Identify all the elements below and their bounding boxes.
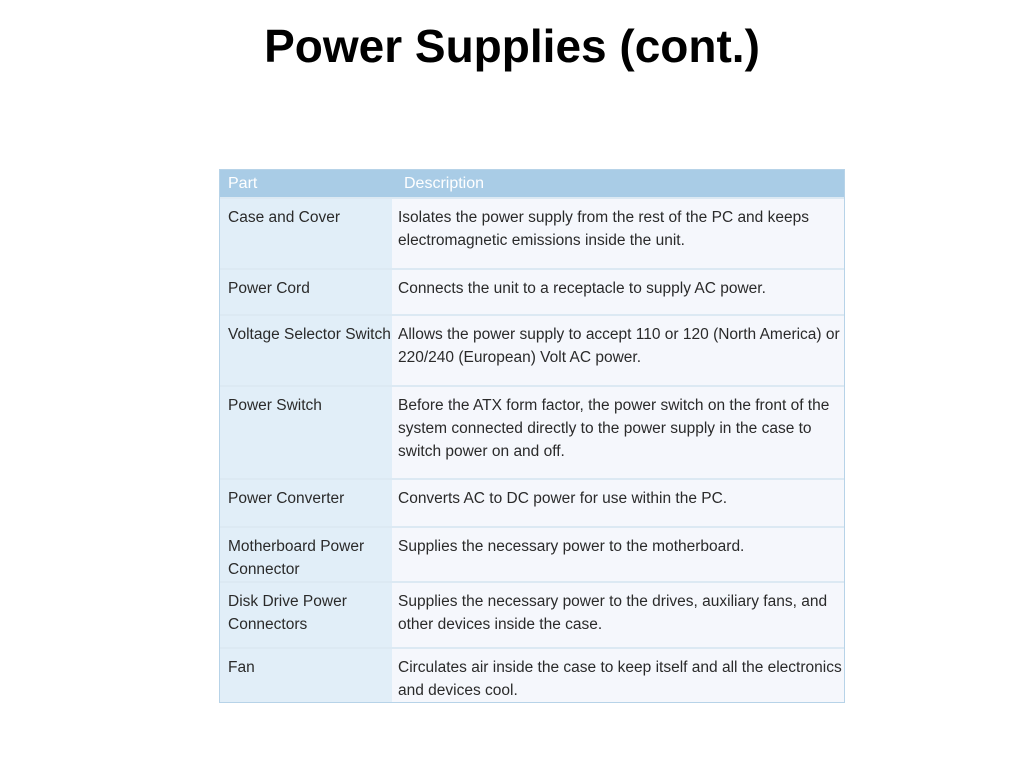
part-cell: Power Converter: [220, 479, 392, 527]
description-cell: Supplies the necessary power to the motherboard.: [392, 527, 844, 582]
table-row: [220, 648, 844, 702]
part-cell: Disk Drive Power Connectors: [220, 582, 392, 648]
description-cell: Connects the unit to a receptacle to supply AC power.: [392, 269, 844, 315]
description-cell: Converts AC to DC power for use within the PC.: [392, 479, 844, 527]
table-header-row: [220, 170, 844, 198]
part-cell: Power Cord: [220, 269, 392, 315]
description-cell: Before the ATX form factor, the power switch on the front of the system connected directly to the power supply in the case to switch power on and off.: [392, 386, 844, 479]
table-row: [220, 386, 844, 479]
part-cell: Motherboard Power Connector: [220, 527, 392, 582]
table-row: [220, 582, 844, 648]
slide-title: Power Supplies (cont.): [264, 20, 760, 72]
part-cell: Fan: [220, 648, 392, 702]
description-cell: Circulates air inside the case to keep itself and all the electronics and devices cool.: [392, 648, 844, 702]
table-row: [220, 527, 844, 582]
part-cell: Case and Cover: [220, 198, 392, 269]
part-cell: Power Switch: [220, 386, 392, 479]
description-cell: Allows the power supply to accept 110 or 120 (North America) or 220/240 (European) Volt AC power.: [392, 315, 844, 386]
header-description: Description: [392, 170, 844, 198]
description-cell: Isolates the power supply from the rest of the PC and keeps electromagnetic emissions inside the unit.: [392, 198, 844, 269]
part-cell: Voltage Selector Switch: [220, 315, 392, 386]
table-row: [220, 198, 844, 269]
table-row: [220, 315, 844, 386]
parts-table: [219, 169, 845, 703]
table-row: [220, 269, 844, 315]
table-row: [220, 479, 844, 527]
header-part: Part: [220, 170, 392, 198]
description-cell: Supplies the necessary power to the drives, auxiliary fans, and other devices inside the case.: [392, 582, 844, 648]
